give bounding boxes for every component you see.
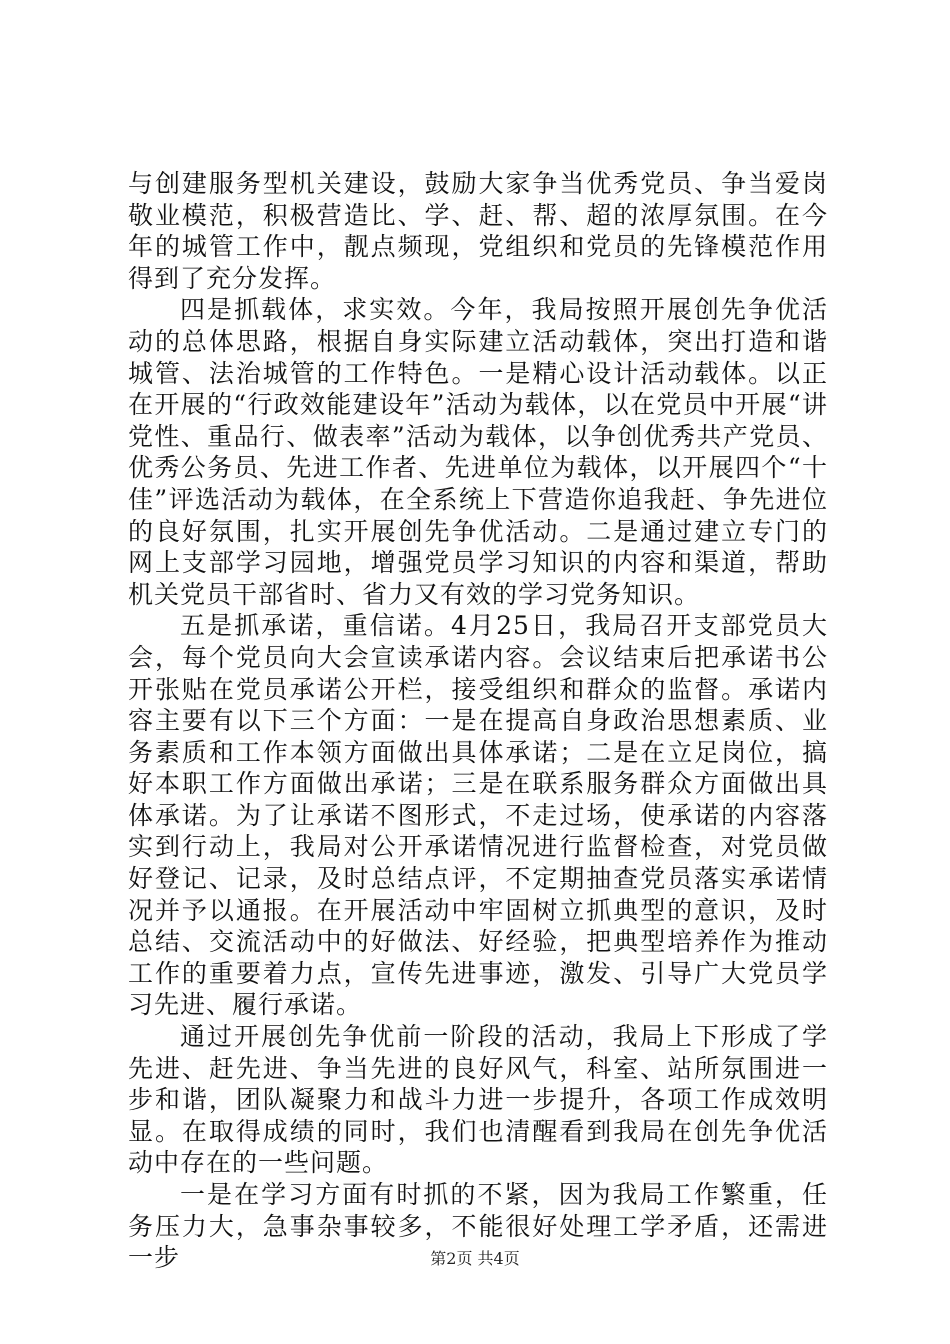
paragraph-carrier: 四是抓载体，求实效。今年，我局按照开展创先争优活动的总体思路，根据自身实际建立活动载体，突出打造和谐城管、法治城管的工作特色。一是精心设计活动载体。以正在开展的“行政效能建设年”活动为载体，以在党员中开展“讲党性、重品行、做表率”活动为载体，以争创优秀共产党员、优秀公务员、先进工作者、先进单位为载体，以开展四个“十佳”评选活动为载体，在全系统上下营造你追我赶、争先进位的良好氛围，扎实开展创先争优活动。二是通过建立专门的网上支部学习园地，增强党员学习知识的内容和渠道，帮助机关党员干部省时、省力又有效的学习党务知识。	[128, 295, 828, 609]
document-body	[128, 168, 828, 1274]
paragraph-summary: 通过开展创先争优前一阶段的活动，我局上下形成了学先进、赶先进、争当先进的良好风气，科室、站所氛围进一步和谐，团队凝聚力和战斗力进一步提升，各项工作成效明显。在取得成绩的同时，我们也清醒看到我局在创先争优活动中存在的一些问题。	[128, 1022, 828, 1178]
paragraph-commitment: 五是抓承诺，重信诺。4月25日，我局召开支部党员大会，每个党员向大会宣读承诺内容。会议结束后把承诺书公开张贴在党员承诺公开栏，接受组织和群众的监督。承诺内容主要有以下三个方面：一是在提高自身政治思想素质、业务素质和工作本领方面做出具体承诺；二是在立足岗位，搞好本职工作方面做出承诺；三是在联系服务群众方面做出具体承诺。为了让承诺不图形式，不走过场，使承诺的内容落实到行动上，我局对公开承诺情况进行监督检查，对党员做好登记、记录，及时总结点评，不定期抽查党员落实承诺情况并予以通报。在开展活动中牢固树立抓典型的意识，及时总结、交流活动中的好做法、好经验，把典型培养作为推动工作的重要着力点，宣传先进事迹，激发、引导广大党员学习先进、履行承诺。	[128, 611, 828, 1020]
paragraph-continuation: 与创建服务型机关建设，鼓励大家争当优秀党员、争当爱岗敬业模范，积极营造比、学、赶、帮、超的浓厚氛围。在今年的城管工作中，靓点频现，党组织和党员的先锋模范作用得到了充分发挥。	[128, 169, 828, 293]
page-footer: 第2页 共4页	[430, 1249, 520, 1268]
paragraph-problem-one: 一是在学习方面有时抓的不紧，因为我局工作繁重，任务压力大，急事杂事较多，不能很好处理工学矛盾，还需进一步	[128, 1180, 828, 1273]
